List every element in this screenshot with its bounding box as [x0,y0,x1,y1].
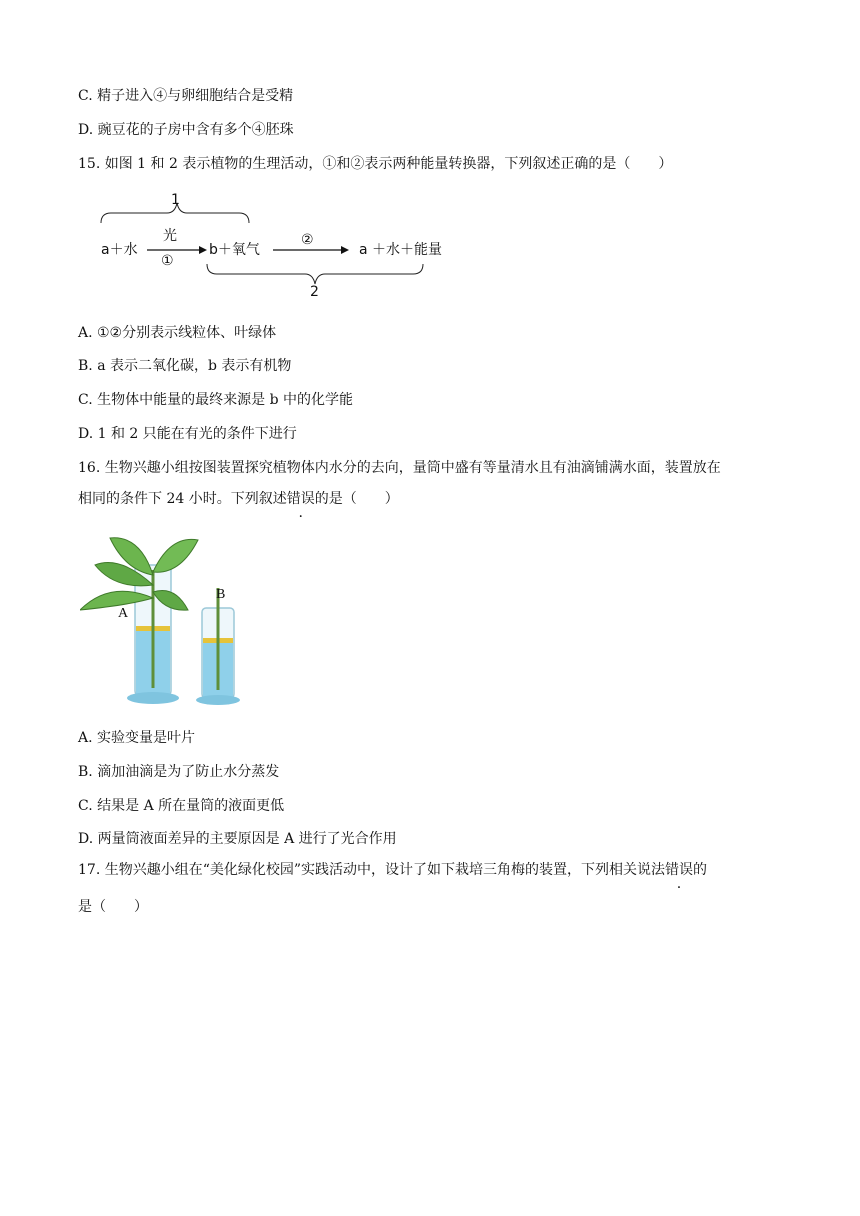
cylinder-b-base [196,695,240,705]
arrow-2-head [341,246,349,254]
q15-stem: 15. 如图 1 和 2 表示植物的生理活动，①和②表示两种能量转换器，下列叙述正确的是（ ） [78,156,673,172]
q17-stem-line1-post: 的 [693,862,708,878]
middle-label: b＋氧气 [209,242,260,258]
q16-option-a: A. 实验变量是叶片 [78,730,196,746]
brace-top-label: 1 [171,192,180,208]
brace-bottom [207,264,423,284]
q15-option-b: B. a 表示二氧化碳，b 表示有机物 [78,358,292,374]
q16-stem-line1: 16. 生物兴趣小组按图装置探究植物体内水分的去向，量筒中盛有等量清水且有油滴铺满水面，装置放在 [78,460,721,476]
q16-option-b: B. 滴加油滴是为了防止水分蒸发 [78,764,280,780]
q16-option-c: C. 结果是 A 所在量筒的液面更低 [78,798,285,814]
arrow-1-top-label: 光 [163,228,177,244]
arrow-1-bottom-label: ① [161,253,174,269]
q16-stem-line2 [78,489,399,509]
q16-option-d: D. 两量筒液面差异的主要原因是 A 进行了光合作用 [78,831,397,847]
arrow-1-head [199,246,207,254]
arrow-2-top-label: ② [301,232,314,248]
q15-option-a: A. ①②分别表示线粒体、叶绿体 [78,325,277,341]
q17-stem-line2: 是（ ） [78,899,148,915]
q15-option-d: D. 1 和 2 只能在有光的条件下进行 [78,426,297,442]
q16-stem-line2-post: 的是（ ） [314,491,399,507]
q15-reaction-diagram [95,190,455,305]
q16-stem-line2-pre: 相同的条件下 24 小时。下列叙述 [78,491,287,507]
q14-option-d: D. 豌豆花的子房中含有多个④胚珠 [78,122,294,138]
product-label: a ＋水＋能量 [359,242,443,258]
figure-label-a: A [118,606,129,621]
cylinder-a-base [127,692,179,704]
q16-emphasis-word: 错误 [286,491,315,507]
reactant-label: a＋水 [101,242,138,258]
cylinders-illustration [80,530,250,710]
q17-stem-line1 [78,860,707,880]
figure-label-b: B [216,587,226,602]
q17-stem-line1-pre: 17. 生物兴趣小组在“美化绿化校园”实践活动中，设计了如下栽培三角梅的装置，下列相关说法 [78,862,666,878]
brace-bottom-label: 2 [310,284,319,300]
q17-emphasis-word: 错误 [665,862,694,878]
leaf-a-3 [153,539,198,572]
q16-cylinder-figure [80,530,250,710]
q15-option-c: C. 生物体中能量的最终来源是 b 中的化学能 [78,392,353,408]
q14-option-c: C. 精子进入④与卵细胞结合是受精 [78,88,294,104]
